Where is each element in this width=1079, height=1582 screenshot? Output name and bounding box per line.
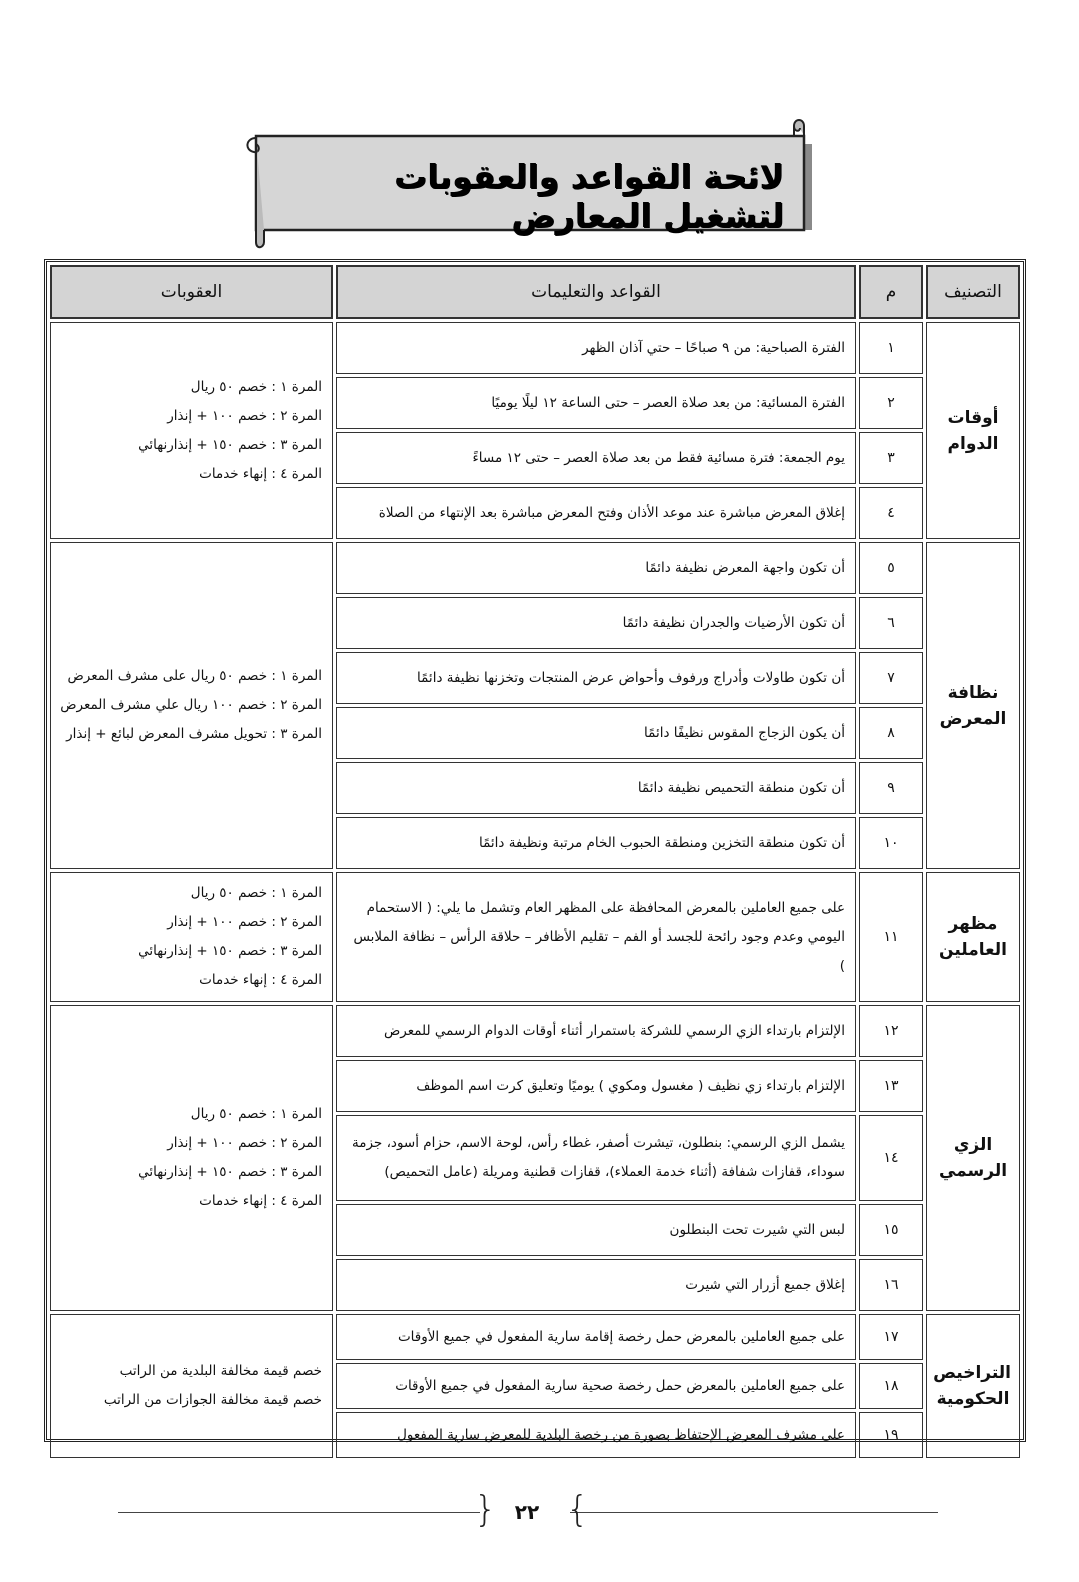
rules-table <box>47 262 1023 1461</box>
penalties-cleanliness <box>50 542 333 869</box>
row-number: ١١ <box>859 872 923 1002</box>
header-rules: القواعد والتعليمات <box>336 265 856 319</box>
row-number: ١٠ <box>859 817 923 869</box>
row-number: ١٥ <box>859 1204 923 1256</box>
rule-text: أن تكون واجهة المعرض نظيفة دائمًا <box>336 542 856 594</box>
row-number: ١ <box>859 322 923 374</box>
row-number: ٩ <box>859 762 923 814</box>
row-number: ٨ <box>859 707 923 759</box>
row-number: ١٤ <box>859 1115 923 1201</box>
header-number: م <box>859 265 923 319</box>
rule-text: الإلتزام بارتداء الزي الرسمي للشركة باستمرار أثناء أوقات الدوام الرسمي للمعرض <box>336 1005 856 1057</box>
header-penalties: العقوبات <box>50 265 333 319</box>
row-number: ١٦ <box>859 1259 923 1311</box>
penalties-appearance <box>50 872 333 1002</box>
page-number: ٢٢ <box>514 1500 540 1524</box>
table-row <box>50 542 1020 594</box>
row-number: ١٧ <box>859 1314 923 1360</box>
penalty-line: المرة ٢ : خصم ١٠٠ + إنذار <box>167 1135 322 1151</box>
row-number: ٦ <box>859 597 923 649</box>
penalty-line: المرة ١ : خصم ٥٠ ريال على مشرف المعرض <box>67 668 322 684</box>
table-row <box>50 322 1020 374</box>
rule-text: إغلاق المعرض مباشرة عند موعد الأذان وفتح المعرض مباشرة بعد الإنتهاء من الصلاة <box>336 487 856 539</box>
penalty-line: خصم قيمة مخالفة الجوازات من الراتب <box>103 1392 322 1408</box>
rule-text: الإلتزام بارتداء زي نظيف ( مغسول ومكوي ) يوميًا وتعليق كرت اسم الموظف <box>336 1060 856 1112</box>
table-row <box>50 872 1020 1002</box>
left-brace-icon: { <box>474 1489 497 1530</box>
footer-divider-left <box>118 1512 480 1513</box>
penalty-line: خصم قيمة مخالفة البلدية من الراتب <box>119 1363 322 1379</box>
penalty-line: المرة ٢ : خصم ١٠٠ + إنذار <box>167 407 322 424</box>
category-line: المعرض <box>939 708 1007 729</box>
rule-text: إغلاق جميع أزرار التي شيرت <box>336 1259 856 1311</box>
rule-text: لبس التي شيرت تحت البنطلون <box>336 1204 856 1256</box>
header-category: التصنيف <box>926 265 1020 319</box>
rule-text: على جميع العاملين بالمعرض المحافظة على المظهر العام وتشمل ما يلي: ( الاستحمام اليومي وعدم وجود رائحة للجسد أو الفم – تقليم الأظافر – حلاقة الرأس – نظافة الملابس ) <box>336 872 856 1002</box>
table-header-row <box>50 265 1020 319</box>
category-line: مظهر <box>948 914 998 934</box>
category-licences <box>926 1314 1020 1458</box>
rule-text: أن تكون منطقة التحميص نظيفة دائمًا <box>336 762 856 814</box>
category-line: الدوام <box>947 433 999 454</box>
penalty-line: المرة ٣ : خصم ١٥٠ + إنذارنهائي <box>138 436 322 453</box>
row-number: ٣ <box>859 432 923 484</box>
penalty-line: المرة ٢ : خصم ١٠٠ + إنذار <box>167 914 322 930</box>
row-number: ١٣ <box>859 1060 923 1112</box>
row-number: ١٨ <box>859 1363 923 1409</box>
table-row <box>50 1005 1020 1057</box>
penalty-line: المرة ١ : خصم ٥٠ ريال <box>190 1106 322 1122</box>
penalty-line: المرة ١ : خصم ٥٠ ريال <box>190 885 322 901</box>
penalties-working-hours <box>50 322 333 539</box>
row-number: ٢ <box>859 377 923 429</box>
category-line: الزي <box>953 1135 993 1155</box>
row-number: ٥ <box>859 542 923 594</box>
category-line: الحكومية <box>936 1389 1010 1409</box>
penalty-line: المرة ٢ : خصم ١٠٠ ريال علي مشرف المعرض <box>60 697 322 713</box>
penalty-line: المرة ٤ : إنهاء خدمات <box>199 465 322 482</box>
category-appearance <box>926 872 1020 1002</box>
rule-text: يوم الجمعة: فترة مسائية فقط من بعد صلاة العصر – حتى ١٢ مساءً <box>336 432 856 484</box>
category-line: التراخيص <box>933 1363 1011 1383</box>
penalty-line: المرة ٤ : إنهاء خدمات <box>199 972 322 988</box>
page-footer <box>118 1487 938 1531</box>
rule-text: أن تكون طاولات وأدراج ورفوف وأحواض عرض المنتجات وتخزنها نظيفة دائمًا <box>336 652 856 704</box>
rule-text: أن تكون منطقة التخزين ومنطقة الحبوب الخام مرتبة ونظيفة دائمًا <box>336 817 856 869</box>
rule-text: أن يكون الزجاج المقوس نظيفًا دائمًا <box>336 707 856 759</box>
penalty-line: المرة ١ : خصم ٥٠ ريال <box>190 378 322 395</box>
category-working-hours <box>926 322 1020 539</box>
row-number: ٤ <box>859 487 923 539</box>
rule-text: على جميع العاملين بالمعرض حمل رخصة صحية سارية المفعول في جميع الأوقات <box>336 1363 856 1409</box>
penalties-licences <box>50 1314 333 1458</box>
rule-text: على مشرف المعرض الإحتفاظ بصورة من رخصة البلدية للمعرض سارية المفعول <box>336 1412 856 1458</box>
category-uniform <box>926 1005 1020 1311</box>
right-brace-icon: } <box>566 1489 589 1530</box>
row-number: ٧ <box>859 652 923 704</box>
row-number: ١٢ <box>859 1005 923 1057</box>
rule-text: الفترة الصباحية: من ٩ صباحًا – حتي آذان الظهر <box>336 322 856 374</box>
category-cleanliness <box>926 542 1020 869</box>
rules-table-frame <box>44 259 1026 1442</box>
row-number: ١٩ <box>859 1412 923 1458</box>
rule-text: يشمل الزي الرسمي: بنطلون، تيشرت أصفر، غطاء رأس، لوحة الاسم، حزام أسود، جزمة سوداء، قفازات شفافة (أثناء خدمة العملاء)، قفازات قطنية ومريلة (عامل التحميص) <box>336 1115 856 1201</box>
rule-text: الفترة المسائية: من بعد صلاة العصر – حتى الساعة ١٢ ليلًا يوميًا <box>336 377 856 429</box>
penalty-line: المرة ٣ : تحويل مشرف المعرض لبائع + إنذار <box>66 726 322 742</box>
rule-text: أن تكون الأرضيات والجدران نظيفة دائمًا <box>336 597 856 649</box>
penalty-line: المرة ٤ : إنهاء خدمات <box>199 1193 322 1209</box>
category-line: العاملين <box>939 940 1007 960</box>
category-line: أوقات <box>947 407 999 428</box>
rule-text: على جميع العاملين بالمعرض حمل رخصة إقامة سارية المفعول في جميع الأوقات <box>336 1314 856 1360</box>
penalties-uniform <box>50 1005 333 1311</box>
title-banner <box>238 118 814 250</box>
category-line: الرسمي <box>938 1161 1008 1181</box>
table-row <box>50 1314 1020 1360</box>
penalty-line: المرة ٣ : خصم ١٥٠ + إنذارنهائي <box>138 1164 322 1180</box>
page-title: لائحة القواعد والعقوبات لتشغيل المعارض <box>393 157 784 235</box>
footer-divider-right <box>570 1512 938 1513</box>
penalty-line: المرة ٣ : خصم ١٥٠ + إنذارنهائي <box>138 943 322 959</box>
category-line: نظافة <box>947 682 999 703</box>
